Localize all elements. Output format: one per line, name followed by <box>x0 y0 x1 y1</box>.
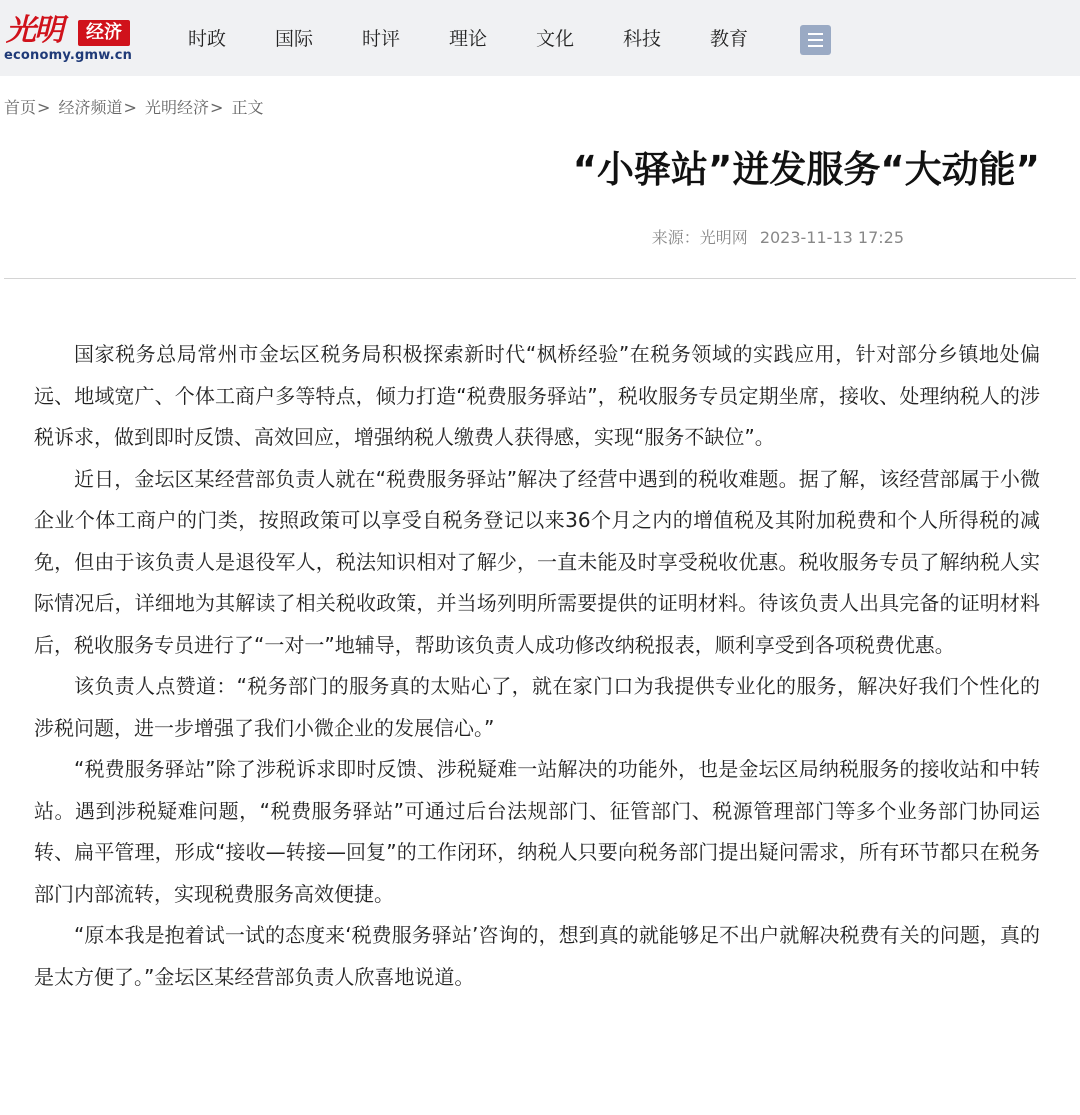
header-divider <box>4 278 1076 279</box>
nav-item-education[interactable]: 教育 <box>710 28 749 50</box>
breadcrumb-gmw-economy[interactable]: 光明经济 <box>145 98 210 117</box>
article-paragraph: 近日，金坛区某经营部负责人就在“税费服务驿站”解决了经营中遇到的税收难题。据了解，该经营部属于小微企业个体工商户的门类，按照政策可以享受自税务登记以来36个月之内的增值税及其附加税费和个人所得税的减免，但由于该负责人是退役军人，税法知识相对了解少，一直未能及时享受税收优惠。税收服务专员了解纳税人实际情况后，详细地为其解读了相关税收政策，并当场列明所需要提供的证明材料。待该负责人出具完备的证明材料后，税收服务专员进行了“一对一”地辅导，帮助该负责人成功修改纳税报表，顺利享受到各项税费优惠。 <box>34 466 1040 657</box>
article-datetime: 2023-11-13 17:25 <box>759 228 904 247</box>
menu-icon-line <box>808 33 823 35</box>
main-nav <box>188 24 797 54</box>
nav-item-commentary[interactable]: 时评 <box>362 28 401 50</box>
logo-domain-text: economy.gmw.cn <box>4 48 133 63</box>
menu-icon-line <box>808 39 823 41</box>
nav-item-international[interactable]: 国际 <box>275 28 314 50</box>
breadcrumb-home[interactable]: 首页 <box>4 98 37 117</box>
nav-item-technology[interactable]: 科技 <box>623 28 662 50</box>
article-paragraph: “原本我是抱着试一试的态度来‘税费服务驿站’咨询的，想到真的就能够足不出户就解决税费有关的问题，真的是太方便了。”金坛区某经营部负责人欣喜地说道。 <box>34 923 1040 989</box>
breadcrumb-separator: > <box>210 98 224 117</box>
logo-brand-text: 光明 <box>6 13 62 48</box>
nav-item-culture[interactable]: 文化 <box>536 28 575 50</box>
breadcrumb <box>4 96 264 120</box>
article-source: 来源：光明网 <box>651 228 748 247</box>
article-paragraph: 国家税务总局常州市金坛区税务局积极探索新时代“枫桥经验”在税务领域的实践应用，针对部分乡镇地处偏远、地域宽广、个体工商户多等特点，倾力打造“税费服务驿站”，税收服务专员定期坐席，接收、处理纳税人的涉税诉求，做到即时反馈、高效回应，增强纳税人缴费人获得感，实现“服务不缺位”。 <box>34 342 1040 449</box>
site-logo[interactable] <box>4 12 134 68</box>
menu-icon-line <box>808 45 823 47</box>
article-paragraph: 该负责人点赞道：“税务部门的服务真的太贴心了，就在家门口为我提供专业化的服务，解决好我们个性化的涉税问题，进一步增强了我们小微企业的发展信心。” <box>34 674 1040 740</box>
breadcrumb-current: 正文 <box>231 98 264 117</box>
article-meta <box>652 226 904 250</box>
breadcrumb-separator: > <box>123 98 137 117</box>
nav-item-politics[interactable]: 时政 <box>188 28 227 50</box>
article-paragraph: “税费服务驿站”除了涉税诉求即时反馈、涉税疑难一站解决的功能外，也是金坛区局纳税服务的接收站和中转站。遇到涉税疑难问题，“税费服务驿站”可通过后台法规部门、征管部门、税源管理部门等多个业务部门协同运转、扁平管理，形成“接收—转接—回复”的工作闭环，纳税人只要向税务部门提出疑问需求，所有环节都只在税务部门内部流转，实现税费服务高效便捷。 <box>34 757 1040 906</box>
article-title: “小驿站”迸发服务“大动能” <box>572 148 1040 191</box>
breadcrumb-separator: > <box>37 98 51 117</box>
nav-item-theory[interactable]: 理论 <box>449 28 488 50</box>
top-navigation-bar <box>0 0 1080 76</box>
hamburger-menu-icon[interactable] <box>800 25 831 55</box>
breadcrumb-economy-channel[interactable]: 经济频道 <box>58 98 123 117</box>
article-body <box>34 334 1040 998</box>
logo-channel-badge: 经济 <box>78 20 130 46</box>
